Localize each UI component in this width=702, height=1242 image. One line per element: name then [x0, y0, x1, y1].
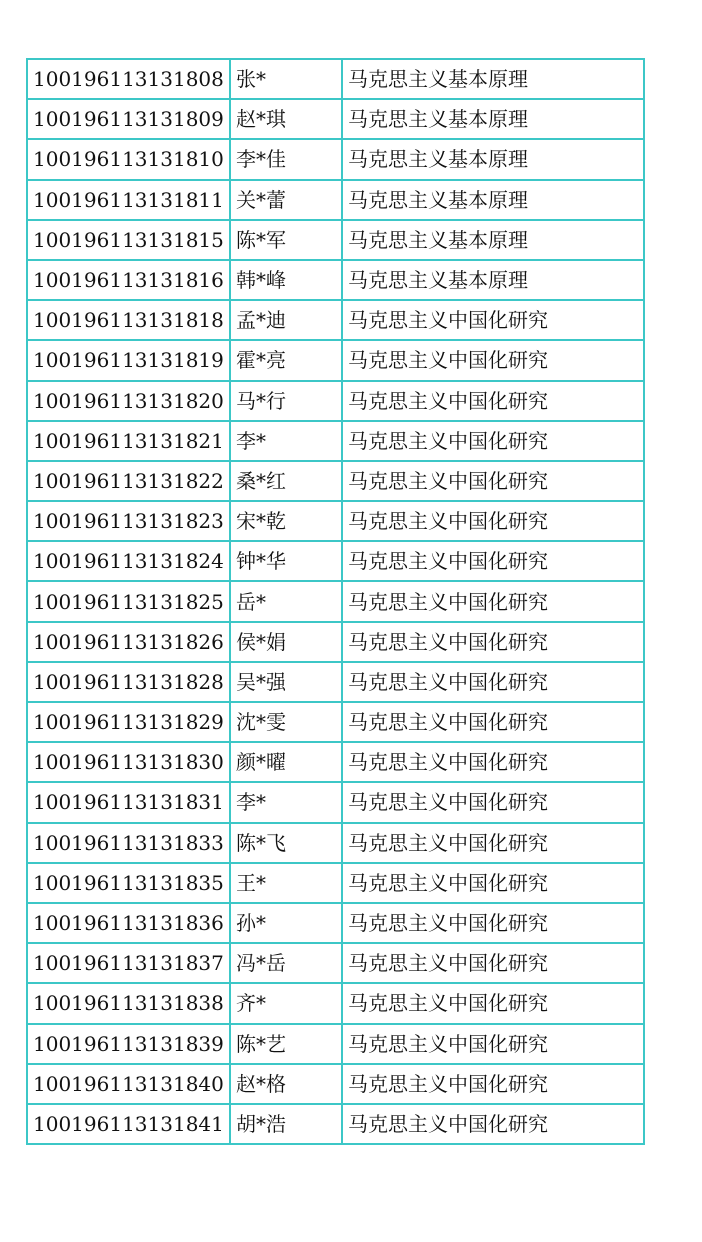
candidate-major-cell: 马克思主义中国化研究: [342, 863, 644, 903]
candidate-id-cell: 100196113131826: [27, 622, 230, 662]
candidate-name-cell: 关*蕾: [230, 180, 342, 220]
table-row: [27, 461, 644, 501]
candidate-major-cell: 马克思主义中国化研究: [342, 782, 644, 822]
candidate-id-cell: 100196113131839: [27, 1024, 230, 1064]
table-row: [27, 541, 644, 581]
candidate-major-cell: 马克思主义中国化研究: [342, 1104, 644, 1144]
table-row: [27, 381, 644, 421]
candidate-name-cell: 霍*亮: [230, 340, 342, 380]
candidate-major-cell: 马克思主义基本原理: [342, 220, 644, 260]
table-row: [27, 662, 644, 702]
candidate-name-cell: 韩*峰: [230, 260, 342, 300]
candidate-name-cell: 吴*强: [230, 662, 342, 702]
table-row: [27, 983, 644, 1023]
candidate-major-cell: 马克思主义中国化研究: [342, 501, 644, 541]
table-row: [27, 1024, 644, 1064]
candidate-major-cell: 马克思主义中国化研究: [342, 381, 644, 421]
table-row: [27, 702, 644, 742]
candidate-major-cell: 马克思主义中国化研究: [342, 1024, 644, 1064]
table-row: [27, 622, 644, 662]
candidate-major-cell: 马克思主义中国化研究: [342, 340, 644, 380]
candidate-major-cell: 马克思主义中国化研究: [342, 702, 644, 742]
candidate-id-cell: 100196113131829: [27, 702, 230, 742]
candidate-id-cell: 100196113131823: [27, 501, 230, 541]
table-row: [27, 943, 644, 983]
candidate-id-cell: 100196113131840: [27, 1064, 230, 1104]
table-row: [27, 581, 644, 621]
table-row: [27, 903, 644, 943]
table-row: [27, 1104, 644, 1144]
candidate-id-cell: 100196113131819: [27, 340, 230, 380]
candidate-name-cell: 张*: [230, 59, 342, 99]
candidate-id-cell: 100196113131837: [27, 943, 230, 983]
candidate-major-cell: 马克思主义基本原理: [342, 99, 644, 139]
candidate-name-cell: 宋*乾: [230, 501, 342, 541]
candidate-id-cell: 100196113131816: [27, 260, 230, 300]
candidate-name-cell: 岳*: [230, 581, 342, 621]
candidate-major-cell: 马克思主义基本原理: [342, 180, 644, 220]
table-row: [27, 180, 644, 220]
candidate-name-cell: 马*行: [230, 381, 342, 421]
table-row: [27, 340, 644, 380]
candidate-name-cell: 侯*娟: [230, 622, 342, 662]
candidate-id-cell: 100196113131808: [27, 59, 230, 99]
candidate-id-cell: 100196113131825: [27, 581, 230, 621]
table-row: [27, 59, 644, 99]
candidate-id-cell: 100196113131810: [27, 139, 230, 179]
table-row: [27, 139, 644, 179]
candidate-major-cell: 马克思主义中国化研究: [342, 622, 644, 662]
table-row: [27, 220, 644, 260]
candidate-id-cell: 100196113131824: [27, 541, 230, 581]
table-row: [27, 1064, 644, 1104]
candidate-id-cell: 100196113131830: [27, 742, 230, 782]
candidate-major-cell: 马克思主义中国化研究: [342, 823, 644, 863]
candidate-id-cell: 100196113131821: [27, 421, 230, 461]
candidate-id-cell: 100196113131831: [27, 782, 230, 822]
candidate-name-cell: 赵*格: [230, 1064, 342, 1104]
candidate-id-cell: 100196113131828: [27, 662, 230, 702]
table-row: [27, 823, 644, 863]
candidate-id-cell: 100196113131822: [27, 461, 230, 501]
candidate-major-cell: 马克思主义中国化研究: [342, 903, 644, 943]
candidate-major-cell: 马克思主义中国化研究: [342, 300, 644, 340]
candidate-major-cell: 马克思主义基本原理: [342, 260, 644, 300]
candidate-major-cell: 马克思主义中国化研究: [342, 742, 644, 782]
table-row: [27, 421, 644, 461]
candidate-major-cell: 马克思主义中国化研究: [342, 983, 644, 1023]
candidate-table: [26, 58, 645, 1145]
candidate-major-cell: 马克思主义中国化研究: [342, 943, 644, 983]
candidate-major-cell: 马克思主义中国化研究: [342, 541, 644, 581]
candidate-id-cell: 100196113131833: [27, 823, 230, 863]
candidate-id-cell: 100196113131836: [27, 903, 230, 943]
candidate-major-cell: 马克思主义中国化研究: [342, 421, 644, 461]
candidate-name-cell: 赵*琪: [230, 99, 342, 139]
candidate-id-cell: 100196113131815: [27, 220, 230, 260]
table-row: [27, 782, 644, 822]
candidate-name-cell: 胡*浩: [230, 1104, 342, 1144]
candidate-major-cell: 马克思主义中国化研究: [342, 581, 644, 621]
candidate-name-cell: 冯*岳: [230, 943, 342, 983]
candidate-name-cell: 李*: [230, 421, 342, 461]
candidate-name-cell: 王*: [230, 863, 342, 903]
candidate-id-cell: 100196113131835: [27, 863, 230, 903]
candidate-name-cell: 齐*: [230, 983, 342, 1023]
candidate-name-cell: 沈*雯: [230, 702, 342, 742]
table-row: [27, 260, 644, 300]
table-row: [27, 300, 644, 340]
candidate-id-cell: 100196113131811: [27, 180, 230, 220]
candidate-major-cell: 马克思主义基本原理: [342, 59, 644, 99]
candidate-major-cell: 马克思主义中国化研究: [342, 461, 644, 501]
candidate-name-cell: 孙*: [230, 903, 342, 943]
candidate-name-cell: 陈*军: [230, 220, 342, 260]
candidate-id-cell: 100196113131838: [27, 983, 230, 1023]
candidate-major-cell: 马克思主义基本原理: [342, 139, 644, 179]
candidate-id-cell: 100196113131818: [27, 300, 230, 340]
candidate-name-cell: 桑*红: [230, 461, 342, 501]
candidate-name-cell: 陈*飞: [230, 823, 342, 863]
candidate-id-cell: 100196113131809: [27, 99, 230, 139]
candidate-major-cell: 马克思主义中国化研究: [342, 1064, 644, 1104]
table-row: [27, 99, 644, 139]
candidate-name-cell: 李*: [230, 782, 342, 822]
candidate-major-cell: 马克思主义中国化研究: [342, 662, 644, 702]
candidate-name-cell: 颜*曜: [230, 742, 342, 782]
candidate-table-body: [27, 59, 644, 1144]
table-row: [27, 863, 644, 903]
candidate-name-cell: 李*佳: [230, 139, 342, 179]
candidate-name-cell: 陈*艺: [230, 1024, 342, 1064]
table-row: [27, 501, 644, 541]
candidate-id-cell: 100196113131841: [27, 1104, 230, 1144]
candidate-name-cell: 孟*迪: [230, 300, 342, 340]
table-row: [27, 742, 644, 782]
candidate-id-cell: 100196113131820: [27, 381, 230, 421]
candidate-name-cell: 钟*华: [230, 541, 342, 581]
